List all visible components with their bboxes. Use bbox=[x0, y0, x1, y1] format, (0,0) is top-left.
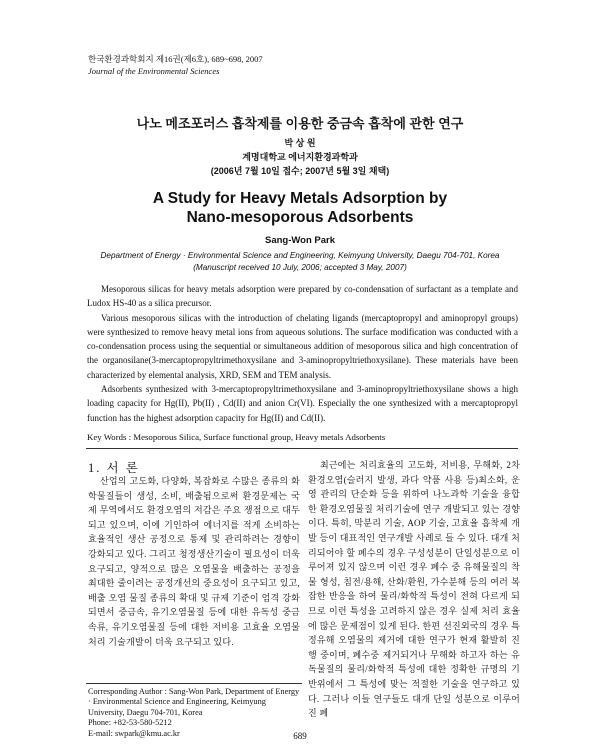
korean-title: 나노 메조포러스 흡착제를 이용한 중금속 흡착에 관한 연구 bbox=[136, 116, 464, 131]
section1-left-column bbox=[88, 474, 300, 649]
footnote-divider bbox=[86, 683, 302, 684]
keywords-divider bbox=[86, 448, 518, 449]
korean-author: 박 상 원 bbox=[284, 138, 316, 148]
abstract-paragraph-2: Various mesoporous silicas with the introduction of chelating ligands (mercaptopropyl and aminopropyl groups) were synthesized to remove heavy metal ions from aqueous solutions. The surface modification was conducted with a co-condensation process using the sequential or simultaneous addition of mesoporous silica and high concentration of the organosilane(3-mercaptopropyltrimethoxysilane and 3-aminopropyltriethoxysilane). These materials have been characterized by elemental analysis, XRD, SEM and TEM analysis. bbox=[87, 312, 518, 380]
korean-dates: (2006년 7월 10일 접수; 2007년 5월 3일 채택) bbox=[210, 166, 390, 176]
english-dates: (Manuscript received 10 July, 2006; accepted 3 May, 2007) bbox=[193, 263, 407, 272]
footnote-corresponding-author: Corresponding Author : Sang-Won Park, Department of Energy · Environmental Science and Engineering, Keimyung University, Daegu 704-701, Korea bbox=[88, 687, 300, 717]
abstract-paragraph-3: Adsorbents synthesized with 3-mercaptopropyltrimethoxysilane and 3-aminopropyltriethoxysilane shows a high loading capacity for Hg(II), Pb(II) , Cd(II) and anion Cr(VI). Especially the one synthesized with a mercaptopropyl function has the highest adsorption capacity for Hg(II) and Cd(II). bbox=[87, 384, 518, 423]
footnote-email: E-mail: swpark@kmu.ac.kr bbox=[88, 728, 180, 738]
section1-left-paragraph: 산업의 고도화, 다양화, 복잡화로 수많은 종류의 화학물질들이 생성, 소비, 배출됨으로써 환경문제는 국제 무역에서도 환경오염의 저감은 주요 쟁점으로 대두되고 있으며, 이에 기인하여 에너지를 적게 소비하는 효율적인 생산 공정으로 통제 및 관리하려는 경향이 강화되고 있다. 그리고 청정생산기술이 필요성이 더욱 요구되고, 양적으로 많은 오염물을 배출하는 공정을 최대한 줄이려는 공정개선의 중요성이 요구되고 있고, 배출 오염 물질 종류의 확대 및 규제 기준이 엄격 강화되면서 중금속, 유기오염물질 등에 대한 유독성 중금속류, 유기오염물질 등에 대한 저비용 고효율 오염물 처리 기술개발이 더욱 요구되고 있다. bbox=[88, 476, 300, 647]
korean-affiliation: 계명대학교 에너지환경과학과 bbox=[242, 152, 358, 162]
journal-name: Journal of the Environmental Sciences bbox=[88, 66, 220, 76]
section1-right-column bbox=[308, 458, 520, 721]
abstract-paragraph-1: Mesoporous silicas for heavy metals adsorption were prepared by co-condensation of surfactant as a template and Ludox HS-40 as a silica precursor. bbox=[87, 284, 518, 309]
keywords: Key Words : Mesoporous Silica, Surface functional group, Heavy metals Adsorbents bbox=[87, 432, 386, 442]
section-heading: 1. 서 론 bbox=[88, 461, 140, 475]
english-title-line2: Nano-mesoporous Adsorbents bbox=[186, 209, 414, 226]
english-affiliation: Department of Energy · Environmental Science and Engineering, Keimyung University, Daegu 704-701, Korea bbox=[100, 251, 500, 260]
abstract bbox=[87, 282, 518, 425]
journal-info: 한국환경과학회지 제16권(제6호), 689~698, 2007 bbox=[88, 54, 263, 64]
footnote-phone: Phone: +82-53-580-5212 bbox=[88, 718, 172, 728]
english-title-line1: A Study for Heavy Metals Adsorption by bbox=[152, 190, 448, 207]
section1-right-paragraph: 최근에는 처리효율의 고도화, 저비용, 무해화, 2차 환경오염(슬러지 발생, 과다 약품 사용 등)최소화, 운영 관리의 단순화 등을 위하여 나노과학 기술을 융합한 환경오염물질 처리기술에 연구 개발되고 있는 경향이다. 특히, 막분리 기술, AOP 기술, 고효율 흡착제 개발 등이 대표적인 연구개발 사례로 들 수 있다. 대개 처리되어야 할 폐수의 경우 구성성분이 단일성분으로 이루어져 있지 않으며 이런 경우 폐수 중 유해물질의 착물 형성, 침전/용해, 산화/환원, 가수분해 등의 여러 복잡한 반응을 하여 물리/화학적 특성이 전혀 다르게 되므로 이런 특성을 고려하지 않은 경우 실제 처리 효율에 많은 문제점이 있게 된다. 한편 선진외국의 경우 특정유해 오염물의 제거에 대한 연구가 현재 활발히 진행 중이며, 폐수중 제거되거나 무해화 하고자 하는 유독물질의 물리/화학적 특성에 대한 정확한 규명의 기반위에서 그 특성에 맞는 적절한 기술을 연구하고 있다. 그러나 이들 연구들도 대개 단일 성분으로 이루어진 폐 bbox=[308, 460, 520, 719]
page-number: 689 bbox=[293, 731, 307, 741]
english-author: Sang-Won Park bbox=[264, 235, 336, 246]
